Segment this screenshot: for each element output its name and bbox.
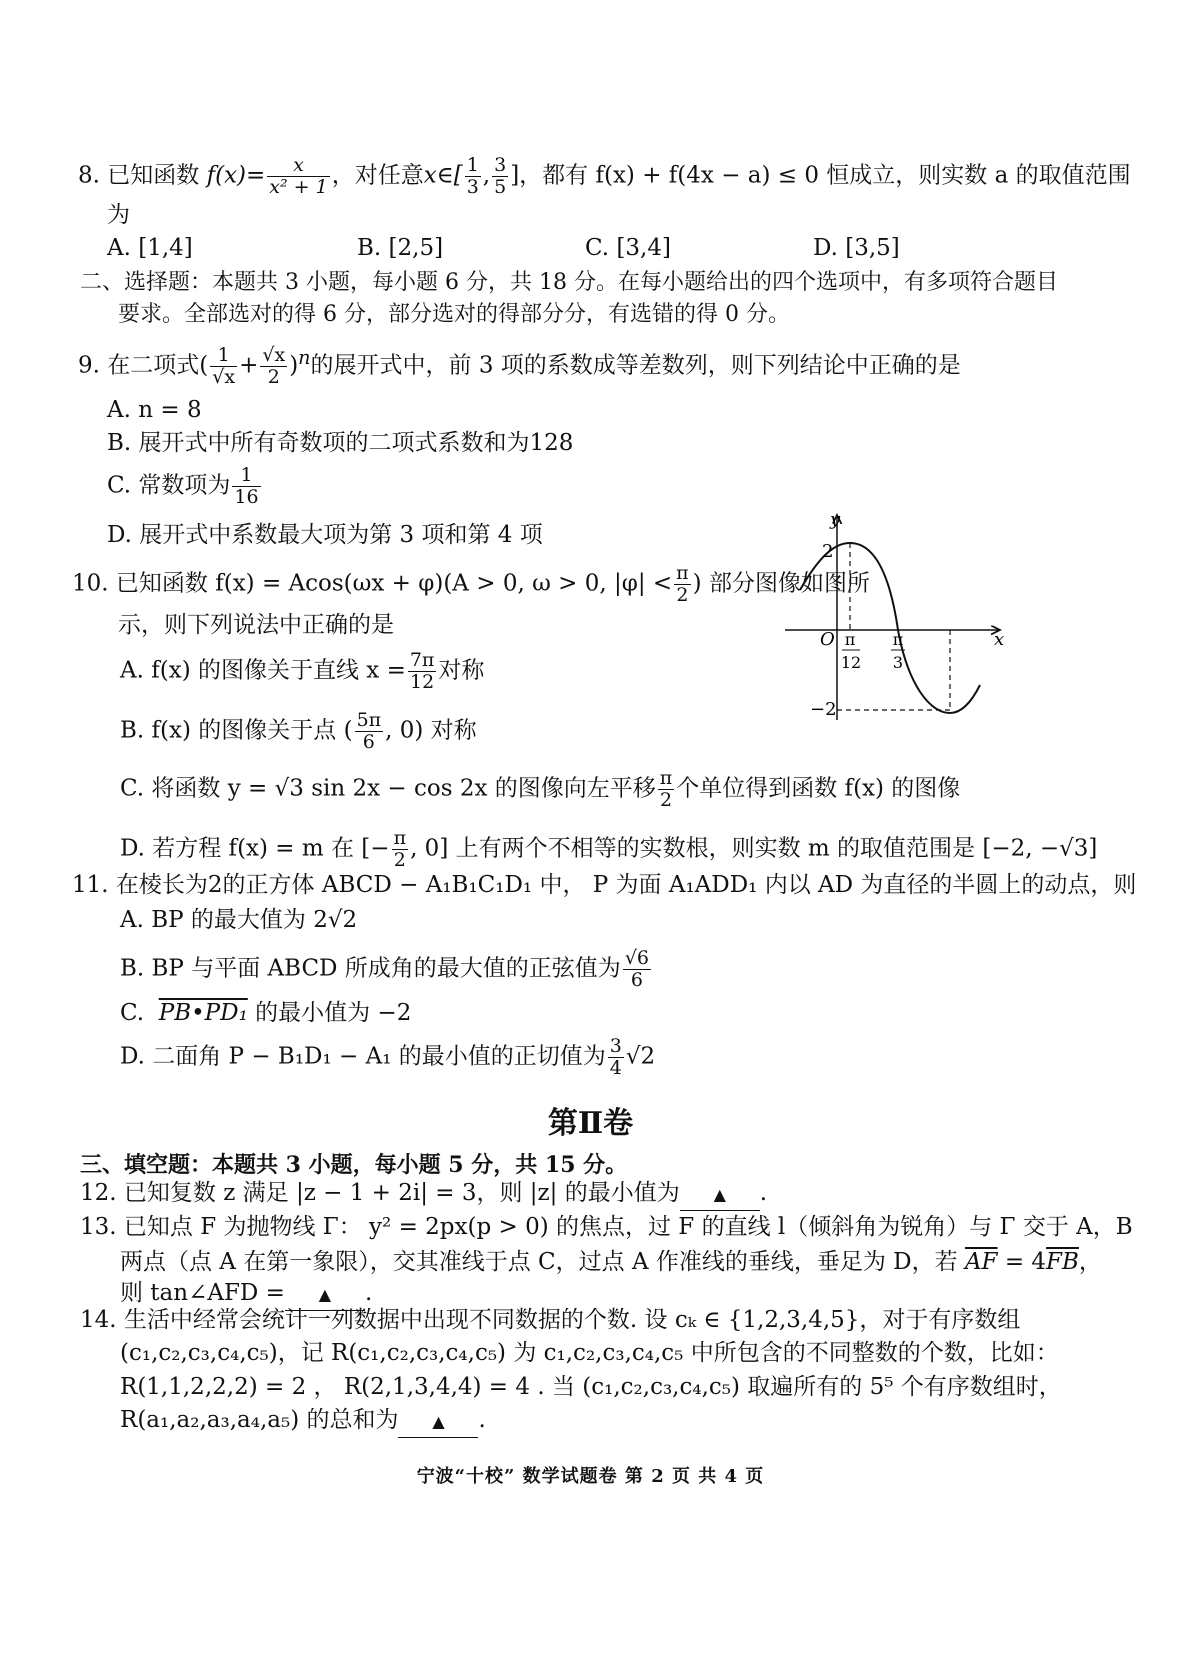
question-9-stem: 9. 在二项式( $\frac{1}{√x}$ + $\frac{√x}{2}$ )$^n$的展开式中，前 3 项的系数成等差数列，则下列结论中正确的是 bbox=[78, 344, 961, 389]
fraction: $\frac{1}{16}$ bbox=[234, 464, 259, 508]
question-13-line2: 两点（点 A 在第一象限），交其准线于点 C，过点 A 作准线的垂线，垂足为 D，若 $\overline{AF} = 4\overline{FB}$， bbox=[120, 1249, 1102, 1275]
fraction: $\frac{√x}{2}$ bbox=[262, 344, 286, 389]
q8-option-a: A. [1,4] bbox=[107, 235, 193, 261]
q8-option-b: B. [2,5] bbox=[357, 235, 444, 261]
question-14-line3: R(1,1,2,2,2) = 2 ， R(2,1,3,4,4) = 4 . 当 (c₁,c₂,c₃,c₄,c₅) 取遍所有的 5⁵ 个有序数组时， bbox=[120, 1374, 1062, 1400]
question-10-line2: 示，则下列说法中正确的是 bbox=[118, 612, 394, 638]
x-tick-1-den: 12 bbox=[840, 653, 862, 672]
q10-option-b: B. f(x) 的图像关于点 ( $\frac{5\pi}{6}$ , 0) 对称 bbox=[120, 709, 477, 753]
fraction: $\frac{\pi}{2}$ bbox=[393, 827, 407, 871]
section-2-heading: 二、选择题：本题共 3 小题，每小题 6 分，共 18 分。在每小题给出的四个选项中，有多项符合题目 bbox=[80, 270, 1058, 295]
cosine-curve bbox=[800, 543, 980, 713]
fraction: $\frac{1}{3}$ bbox=[466, 154, 479, 198]
question-13-line1: 13. 已知点 F 为抛物线 Γ： y² = 2px(p > 0) 的焦点，过 F 的直线 l（倾斜角为锐角）与 Γ 交于 A，B bbox=[80, 1214, 1133, 1240]
q9-option-a: A. n = 8 bbox=[107, 397, 202, 423]
fraction: $\frac{\pi}{2}$ bbox=[659, 767, 673, 811]
x-tick-1-num: π bbox=[844, 630, 856, 649]
q11-option-c: C. PB•PD₁ 的最小值为 −2 bbox=[120, 1000, 412, 1026]
answer-blank: ▲ bbox=[398, 1407, 478, 1438]
question-14-line2: (c₁,c₂,c₃,c₄,c₅)，记 R(c₁,c₂,c₃,c₄,c₅) 为 c₁,c₂,c₃,c₄,c₅ 中所包含的不同整数的个数，比如： bbox=[120, 1340, 1059, 1366]
q8-option-d: D. [3,5] bbox=[813, 235, 900, 261]
q11-option-a: A. BP 的最大值为 2√2 bbox=[120, 907, 358, 933]
cosine-graph-figure bbox=[780, 505, 1020, 730]
origin-label: O bbox=[820, 629, 835, 650]
q8-option-c: C. [3,4] bbox=[585, 235, 671, 261]
section-2-heading-line2: 要求。全部选对的得 6 分，部分选对的得部分分，有选错的得 0 分。 bbox=[118, 302, 790, 327]
q10-option-a: A. f(x) 的图像关于直线 x = $\frac{7\pi}{12}$ 对称 bbox=[120, 649, 485, 693]
fraction: $\frac{x}{\text{x² + 1}}$ bbox=[269, 154, 328, 198]
fraction: $\frac{\pi}{2}$ bbox=[676, 562, 689, 606]
y-tick-2: 2 bbox=[822, 541, 834, 562]
q9-option-d: D. 展开式中系数最大项为第 3 项和第 4 项 bbox=[107, 522, 543, 548]
q9-option-c: C. 常数项为 $\frac{1}{16}$ bbox=[107, 464, 259, 508]
y-axis-label: y bbox=[830, 509, 841, 530]
fraction: $\frac{7\pi}{12}$ bbox=[409, 649, 435, 693]
x-tick-2-num: π bbox=[892, 630, 904, 649]
page-footer: 宁波“十校” 数学试题卷 第 2 页 共 4 页 bbox=[416, 1466, 765, 1487]
question-10-stem: 10. 已知函数 f(x) = Acos(ωx + φ)(A > 0, ω > 0, |φ| < $\frac{\pi}{2}$ ) 部分图像如图所 bbox=[72, 562, 870, 606]
y-tick-neg2: −2 bbox=[810, 699, 837, 720]
question-8-stem: 8. 已知函数 f(x)= $\frac{x}{\text{x² + 1}}$ ，对任意x∈[ $\frac{1}{3}$ , $\frac{3}{5}$ ]，都有 f(x) + f(4x − a) ≤ 0 恒成立，则实数 a 的取值范围 bbox=[78, 154, 1131, 198]
question-14-line4: R(a₁,a₂,a₃,a₄,a₅) 的总和为 ▲ . bbox=[120, 1405, 486, 1438]
x-axis-label: x bbox=[994, 629, 1005, 650]
part-2-title: 第Ⅱ卷 bbox=[547, 1106, 634, 1141]
fraction: $\frac{1}{√x}$ bbox=[212, 344, 236, 389]
q10-option-d: D. 若方程 f(x) = m 在 [− $\frac{\pi}{2}$ , 0] 上有两个不相等的实数根，则实数 m 的取值范围是 [−2, −√3] bbox=[120, 827, 1098, 871]
section-3-heading: 三、填空题：本题共 3 小题，每小题 5 分，共 15 分。 bbox=[80, 1152, 628, 1178]
fraction: $\frac{√6}{6}$ bbox=[624, 947, 650, 991]
fraction: $\frac{3}{5}$ bbox=[494, 154, 507, 198]
q11-option-d: D. 二面角 P − B₁D₁ − A₁ 的最小值的正切值为 $\frac{3}{4}$ √2 bbox=[120, 1035, 656, 1079]
q10-option-c: C. 将函数 y = √3 sin 2x − cos 2x 的图像向左平移 $\frac{\pi}{2}$ 个单位得到函数 f(x) 的图像 bbox=[120, 767, 961, 811]
q9-option-b: B. 展开式中所有奇数项的二项式系数和为128 bbox=[107, 430, 574, 456]
question-12: 12. 已知复数 z 满足 |z − 1 + 2i| = 3，则 |z| 的最小值为 ▲ . bbox=[80, 1178, 767, 1211]
question-14-line1: 14. 生活中经常会统计一列数据中出现不同数据的个数. 设 cₖ ∈ {1,2,3,4,5}，对于有序数组 bbox=[80, 1307, 1021, 1333]
fraction: $\frac{3}{4}$ bbox=[609, 1035, 622, 1079]
fraction: $\frac{5\pi}{6}$ bbox=[356, 709, 382, 753]
question-8-line2: 为 bbox=[107, 202, 130, 228]
answer-blank: ▲ bbox=[680, 1180, 760, 1211]
q11-option-b: B. BP 与平面 ABCD 所成角的最大值的正弦值为 $\frac{√6}{6}$ bbox=[120, 947, 650, 991]
x-tick-2-den: 3 bbox=[892, 653, 904, 672]
question-13-line3: 则 tan∠AFD = ▲ . bbox=[120, 1278, 372, 1311]
answer-blank: ▲ bbox=[285, 1280, 365, 1311]
question-11-stem: 11. 在棱长为2的正方体 ABCD − A₁B₁C₁D₁ 中， P 为面 A₁ADD₁ 内以 AD 为直径的半圆上的动点，则 bbox=[72, 872, 1137, 898]
